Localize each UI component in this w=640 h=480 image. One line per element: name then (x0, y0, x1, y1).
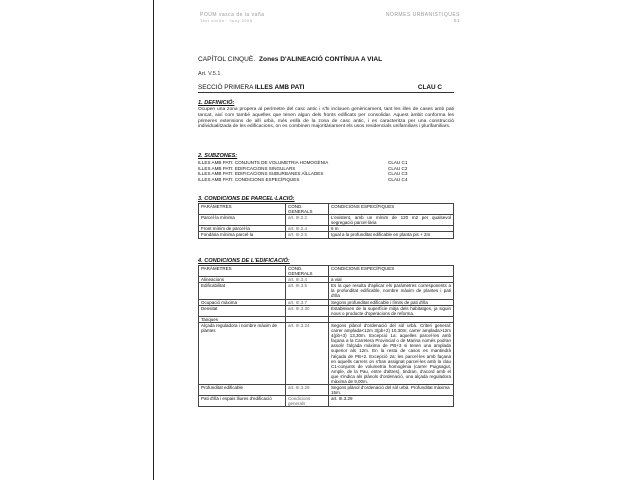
subzones-heading: 2. SUBZONES: (198, 153, 238, 159)
col-cond: COND. GENERALS (286, 204, 329, 215)
subzone-code: CLAU C3 (388, 171, 408, 177)
col-params: PARÀMETRES (199, 266, 286, 277)
article-number: Art. V.5.1 (198, 71, 221, 77)
subzone-name: ILLES AMB PATI: EDIFICACIONS SUBURBANES AÏLLADES (198, 171, 324, 177)
header-left-subtitle: Text vivitie · Juny 2005 (200, 18, 253, 23)
table-row (199, 232, 454, 238)
cell-param: Alçada reguladora i nombre màxim de plantes (199, 322, 286, 384)
cell-param: Ocupació màxima (199, 299, 286, 305)
section-clau: CLAU C (417, 84, 442, 91)
subzones-list (198, 160, 454, 183)
cell-param: Tanques (199, 316, 286, 322)
subzone-code: CLAU C2 (388, 165, 408, 171)
cell-spec: Estableixen de la superfície mitja dels habitatges, ja siguin nous o producte d'operacions de reforma. (329, 305, 454, 316)
subzone-name: ILLES AMB PATI: CONDICIONS ESPECÍFIQUES (198, 177, 300, 183)
definition-heading: 1. DEFINICIÓ: (198, 100, 235, 106)
chapter-heading (198, 56, 382, 63)
section-label: SECCIÓ PRIMERA (198, 84, 254, 91)
table-row (199, 305, 454, 316)
subzone-name: ILLES AMB PATI: CONJUNTS DE VOLUMETRIA HOMOGÈNIA (198, 160, 329, 165)
table-row (199, 283, 454, 299)
cell-param: Pati d'illa i espais lliures d'edificació (199, 396, 286, 407)
cell-cond: art. III.2.4 (286, 226, 329, 232)
table-header-row (199, 204, 454, 215)
cell-spec: Segons plànol d'ordenació del sòl urbà. Profunditat màxima 15m. (329, 385, 454, 396)
cell-param: Front mínim de parcel·la (199, 226, 286, 232)
cell-cond: art. III.2.5 (286, 232, 329, 238)
cell-param: Parcel·la mínima (199, 215, 286, 226)
cell-cond: art. III.3.4 (286, 277, 329, 283)
cell-cond: art. III.3.30 (286, 305, 329, 316)
edification-heading: 4. CONDICIONS DE L'EDIFICACIÓ: (198, 258, 290, 264)
document-page (176, 12, 474, 480)
header-left-title: POUM vasca de la vaña (200, 12, 265, 18)
section-heading (198, 84, 454, 93)
subzone-name: ILLES AMB PATI: EDIFICACIONS SINGULARS (198, 165, 296, 171)
table-row (199, 215, 454, 226)
chapter-label: CAPÍTOL CINQUÈ. (198, 56, 256, 63)
vertical-divider-line (153, 0, 154, 480)
col-spec: CONDICIONS ESPECÍFIQUES (329, 266, 454, 277)
cell-param: Densitat (199, 305, 286, 316)
edification-table (198, 265, 454, 407)
cell-spec: Es la que resulta d'aplicar els paràmetres corresponents a la profunditat edificable, nombre màxim de plantes i pati d'illa (329, 283, 454, 299)
cell-cond: art. III.3.7 (286, 299, 329, 305)
list-item (198, 177, 454, 183)
cell-cond: art. III.3.5 (286, 283, 329, 299)
parcel-heading: 3. CONDICIONS DE PARCEL·LACIÓ: (198, 196, 295, 202)
col-spec: CONDICIONS ESPECÍFIQUES (329, 204, 454, 215)
section-title: ILLES AMB PATI (254, 84, 305, 91)
table-header-row (199, 266, 454, 277)
subzone-code: CLAU C1 (388, 160, 408, 165)
definition-text: Ocupen una zona propera al perímetre del casc antic i s'hi inclouen genèricament, tant les illes de cases amb pati tancat, així com també aquelles que tenen algun dels fronts edificats per consolidar. Aquest àmbit conforma les primeres extensions de allí urbà, més enllà de la zona de casc antic, i es caracteritza per una construcció individualitzada de les edificacions, on es combinen majoritàriament els usos residencials unifamiliars i plurifamiliars. (198, 107, 454, 130)
cell-param: Alineacions (199, 277, 286, 283)
table-row (199, 396, 454, 407)
cell-param: Edificabilitat (199, 283, 286, 299)
cell-spec: 6 m (329, 226, 454, 232)
cell-spec: Igual a la profunditat edificable en planta pis + 2m (329, 232, 454, 238)
table-row (199, 385, 454, 396)
header-right-title: NORMES URBANÍSTIQUES (385, 12, 460, 18)
col-params: PARÀMETRES (199, 204, 286, 215)
cell-cond: art. III.3.24 (286, 322, 329, 384)
chapter-title: Zones D'ALINEACIÓ CONTÍNUA A VIAL (259, 56, 383, 63)
cell-spec: Segons profunditat edificable i límits de pati d'illa (329, 299, 454, 305)
cell-spec: L'existent, amb un mínim de 120 m2 per qualsevol segregació parcel·lària (329, 215, 454, 226)
cell-spec: a vial (329, 277, 454, 283)
cell-param: Fondària mínima parcel·la (199, 232, 286, 238)
table-row (199, 322, 454, 384)
cell-cond: art. III.3.28 (286, 385, 329, 396)
cell-spec: Segons plànol d'ordenació del sòl urbà. Criteri general: carrer amplada<12m 3(pb+2) 10,30m; carrer amplada>12m 4(pb+3) 13,30m. Excepció 1a: aquelles parcel·les amb façana a la Carretera Provincial o de Marina només podran assolir l'alçada màxima de PB+3 si tenen una amplada superior als 12m. En la resta de casos es mantindrà l'alçada de PB+2. Excepció 2a: les parcel·les amb façana en aquells carrers on s'han assignat parcel·les amb la clau C1-conjunts de volumetria homogènia (carrer Puigsagut, Ample, de la Pau, entre d'altres), tindran, d'acord amb el que s'indica als plànols d'ordenació, una alçada reguladora màxima de 9,00m. (329, 322, 454, 384)
cell-param: Profunditat edificable (199, 385, 286, 396)
subzone-code: CLAU C4 (388, 177, 408, 183)
page-number: 61 (453, 18, 460, 23)
cell-cond: Condicions generals (286, 396, 329, 407)
cell-spec: art. III.3.29 (329, 396, 454, 407)
page-header (176, 12, 474, 34)
col-cond: COND. GENERALS (286, 266, 329, 277)
cell-cond: art. III.2.2 (286, 215, 329, 226)
parcel-table (198, 203, 454, 239)
